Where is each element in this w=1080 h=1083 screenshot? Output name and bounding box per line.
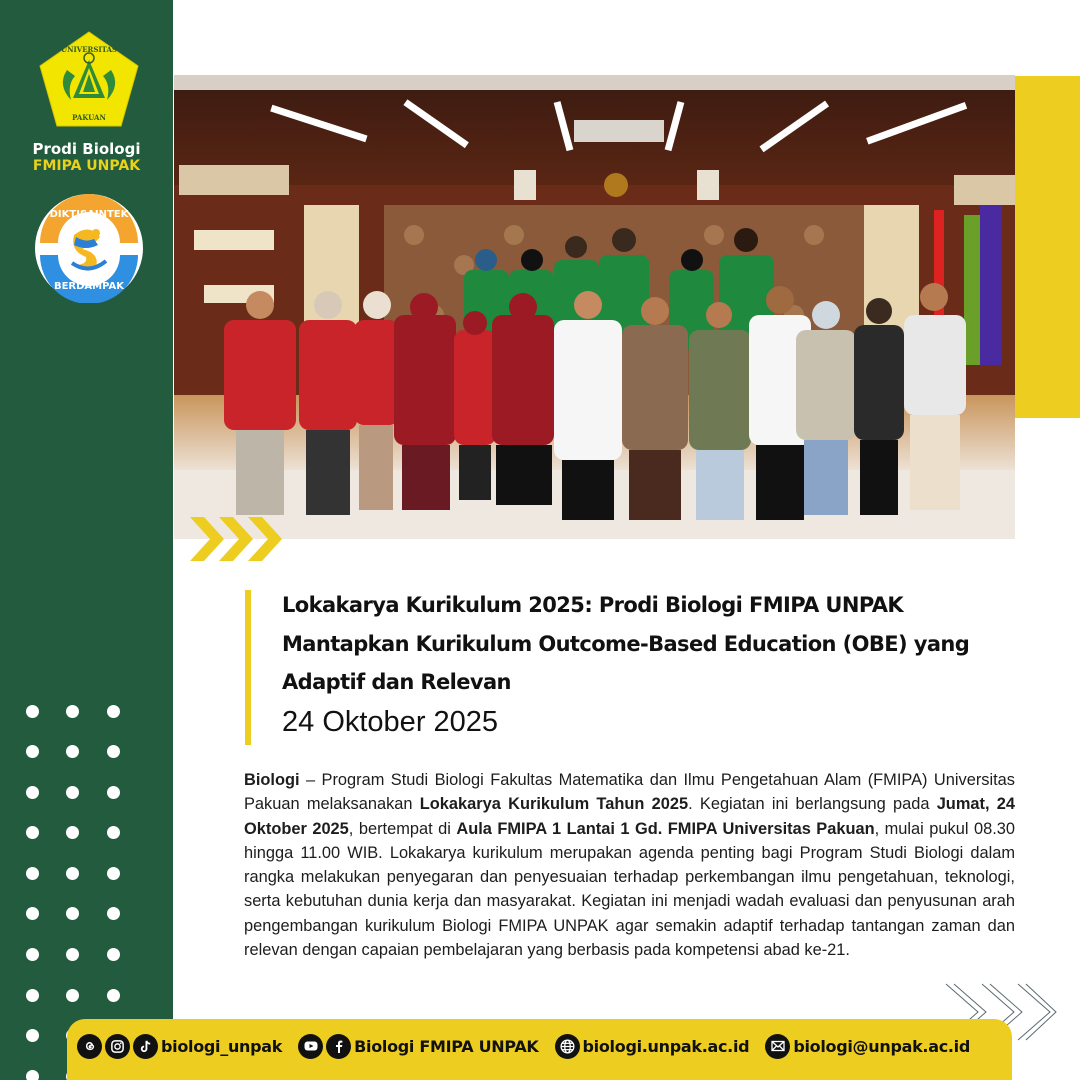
sidebar <box>0 0 173 1080</box>
website-link[interactable]: biologi.unpak.ac.id <box>582 1036 750 1056</box>
globe-icon[interactable] <box>555 1034 580 1059</box>
svg-text:BERDAMPAK: BERDAMPAK <box>53 281 125 292</box>
article-body: Biologi – Program Studi Biologi Fakultas Matematika dan Ilmu Pengetahuan Alam (FMIPA) Universitas Pakuan melaksanakan Lokakarya Kurikulum Tahun 2025. Kegiatan ini berlangsung pada Jumat, 24 Oktober 2025, bertempat di Aula FMIPA 1 Lantai 1 Gd. FMIPA Universitas Pakuan, mulai pukul 08.30 hingga 11.00 WIB. Lokakarya kurikulum merupakan agenda penting bagi Program Studi Biologi dalam rangka melakukan penyegaran dan penyesuaian terhadap perkembangan ilmu pengetahuan, teknologi, serta kebutuhan dunia kerja dan masyarakat. Kegiatan ini menjadi wadah evaluasi dan penyusunan arah pengembangan kurikulum Biologi FMIPA UNPAK agar semakin adaptif terhadap tantangan zaman dan relevan dengan capaian pembelajaran yang berbasis pada kompetensi abad ke-21. <box>244 771 1015 960</box>
prodi-name: Prodi Biologi <box>32 140 141 158</box>
youtube-icon[interactable] <box>298 1034 323 1059</box>
email-link[interactable]: biologi@unpak.ac.id <box>793 1036 971 1056</box>
email-icon[interactable] <box>765 1034 790 1059</box>
svg-text:UNIVERSITAS: UNIVERSITAS <box>60 45 118 54</box>
svg-text:PAKUAN: PAKUAN <box>72 113 106 122</box>
threads-icon[interactable] <box>77 1034 102 1059</box>
diktisaintek-badge <box>34 193 144 303</box>
headline-accent-bar <box>245 590 251 745</box>
accent-band <box>1015 76 1080 418</box>
event-photo <box>174 75 1015 539</box>
article-date: 24 Oktober 2025 <box>282 706 499 738</box>
faculty-name: FMIPA UNPAK <box>32 158 141 174</box>
university-logo <box>37 30 141 130</box>
instagram-icon[interactable] <box>105 1034 130 1059</box>
tiktok-icon[interactable] <box>133 1034 158 1059</box>
footer-contact-bar <box>67 1019 1012 1080</box>
svg-text:DIKTISAINTEK: DIKTISAINTEK <box>49 209 129 220</box>
channel-name[interactable]: Biologi FMIPA UNPAK <box>354 1036 539 1056</box>
chevron-decoration-icon <box>188 515 283 565</box>
social-handle[interactable]: biologi_unpak <box>161 1036 283 1056</box>
article-headline: Lokakarya Kurikulum 2025: Prodi Biologi FMIPA UNPAK Mantapkan Kurikulum Outcome-Based Education (OBE) yang Adaptif dan Relevan <box>282 593 970 694</box>
facebook-icon[interactable] <box>326 1034 351 1059</box>
